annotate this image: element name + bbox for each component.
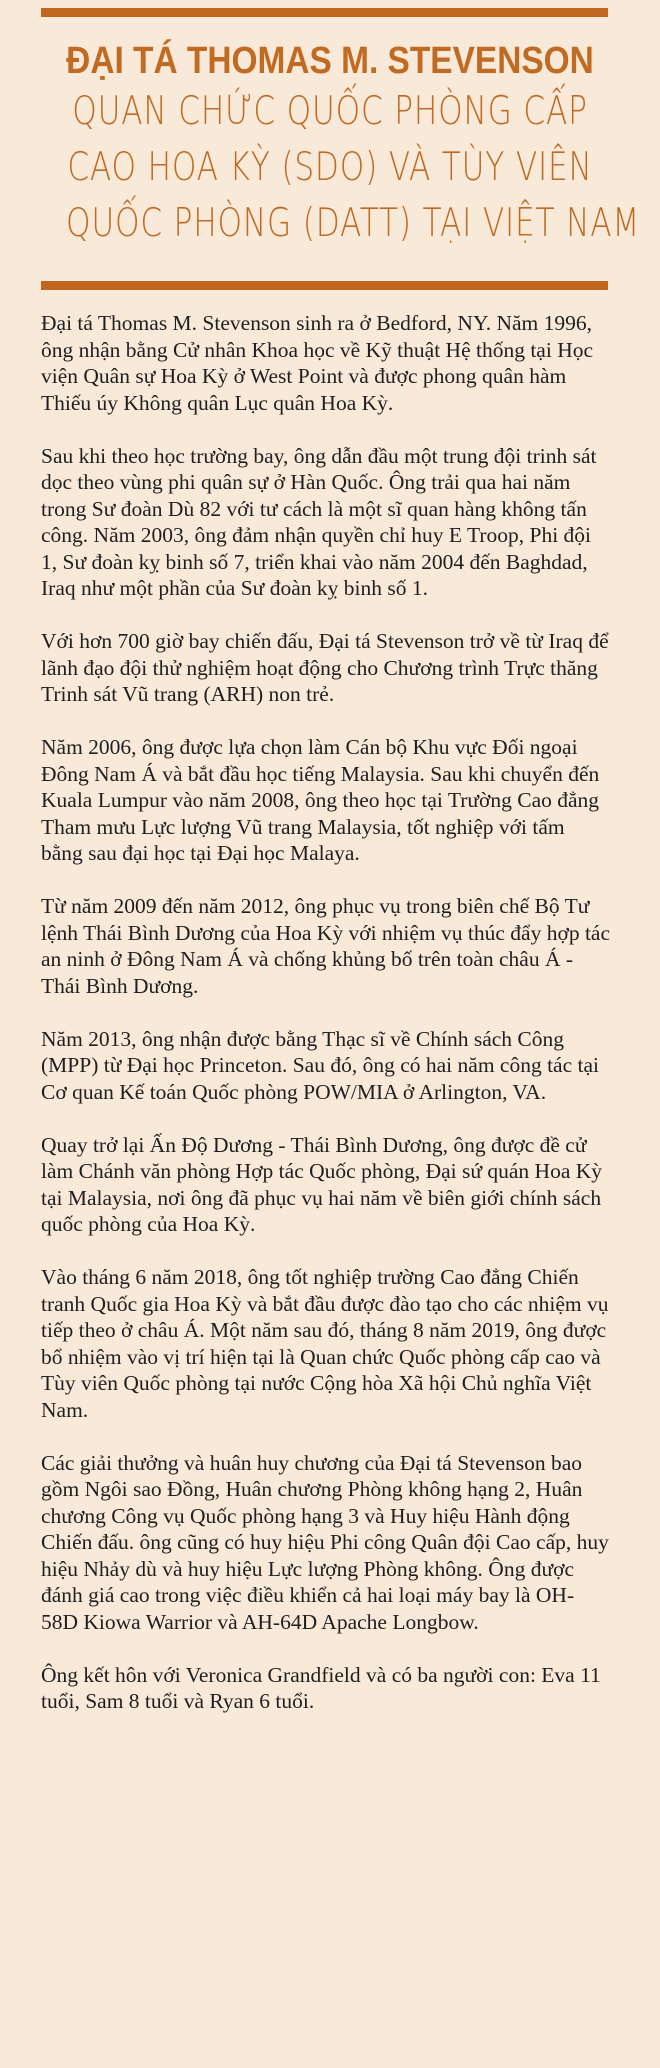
- subtitle-line: QUỐC PHÒNG (DATT) TẠI VIỆT NAM: [66, 201, 641, 246]
- paragraph: Quay trở lại Ấn Độ Dương - Thái Bình Dương, ông được đề cử làm Chánh văn phòng Hợp tác Quốc phòng, Đại sứ quán Hoa Kỳ tại Malaysia, nơi ông đã phục vụ hai năm về biên giới chính sách quốc phòng của Hoa Kỳ.: [41, 1132, 603, 1236]
- subtitle-line: QUAN CHỨC QUỐC PHÒNG CẤP: [72, 89, 588, 134]
- paragraph: Năm 2006, ông được lựa chọn làm Cán bộ Khu vực Đối ngoại Đông Nam Á và bắt đầu học tiếng Malaysia. Sau khi chuyển đến Kuala Lumpur vào năm 2008, ông theo học tại Trường Cao đẳng Tham mưu Lực lượng Vũ trang Malaysia, tốt nghiệp với tấm bằng sau đại học tại Đại học Malaya.: [41, 735, 600, 865]
- top-divider: [41, 8, 608, 17]
- subtitle-line: CAO HOA KỲ (SDO) VÀ TÙY VIÊN: [67, 145, 593, 190]
- paragraph: Các giải thưởng và huân huy chương của Đại tá Stevenson bao gồm Ngôi sao Đồng, Huân chương Phòng không hạng 2, Huân chương Công vụ Quốc phòng hạng 3 và Huy hiệu Hành động Chiến đấu. ông cũng có huy hiệu Phi công Quân đội Cao cấp, huy hiệu Nhảy dù và huy hiệu Lực lượng Phòng không. Ông được đánh giá cao trong việc điều khiển cả hai loại máy bay là OH-58D Kiowa Warrior và AH-64D Apache Longbow.: [41, 1450, 609, 1634]
- paragraph: Vào tháng 6 năm 2018, ông tốt nghiệp trường Cao đẳng Chiến tranh Quốc gia Hoa Kỳ và bắt đầu được đào tạo cho các nhiệm vụ tiếp theo ở châu Á. Một năm sau đó, tháng 8 năm 2019, ông được bổ nhiệm vào vị trí hiện tại là Quan chức Quốc phòng cấp cao và Tùy viên Quốc phòng tại nước Cộng hòa Xã hội Chủ nghĩa Việt Nam.: [41, 1265, 609, 1422]
- header: [0, 38, 660, 252]
- paragraph: Ông kết hôn với Veronica Grandfield và có ba người con: Eva 11 tuổi, Sam 8 tuổi và Ryan 6 tuổi.: [41, 1662, 601, 1713]
- paragraph: Năm 2013, ông nhận được bằng Thạc sĩ về Chính sách Công (MPP) từ Đại học Princeton. Sau đó, ông có hai năm công tác tại Cơ quan Kế toán Quốc phòng POW/MIA ở Arlington, VA.: [41, 1026, 600, 1104]
- paragraph: Đại tá Thomas M. Stevenson sinh ra ở Bedford, NY. Năm 1996, ông nhận bằng Cử nhân Khoa học về Kỹ thuật Hệ thống tại Học viện Quân sự Hoa Kỳ ở West Point và được phong quân hàm Thiếu úy Không quân Lục quân Hoa Kỳ.: [41, 311, 594, 415]
- paragraph: Sau khi theo học trường bay, ông dẫn đầu một trung đội trinh sát dọc theo vùng phi quân sự ở Hàn Quốc. Ông trải qua hai năm trong Sư đoàn Dù 82 với tư cách là một sĩ quan hàng không tấn công. Năm 2003, ông đảm nhận quyền chỉ huy E Troop, Phi đội 1, Sư đoàn kỵ binh số 7, triển khai vào năm 2004 đến Baghdad, Iraq như một phần của Sư đoàn kỵ binh số 1.: [41, 443, 597, 600]
- page-title: ĐẠI TÁ THOMAS M. STEVENSON: [66, 40, 594, 82]
- biography-body: [41, 310, 611, 1715]
- page-subtitle: [66, 84, 641, 252]
- paragraph: Từ năm 2009 đến năm 2012, ông phục vụ trong biên chế Bộ Tư lệnh Thái Bình Dương của Hoa Kỳ với nhiệm vụ thúc đẩy hợp tác an ninh ở Đông Nam Á và chống khủng bố trên toàn châu Á - Thái Bình Dương.: [41, 894, 611, 998]
- paragraph: Với hơn 700 giờ bay chiến đấu, Đại tá Stevenson trở về từ Iraq để lãnh đạo đội thử nghiệm hoạt động cho Chương trình Trực thăng Trinh sát Vũ trang (ARH) non trẻ.: [41, 629, 609, 706]
- bottom-divider: [41, 281, 608, 290]
